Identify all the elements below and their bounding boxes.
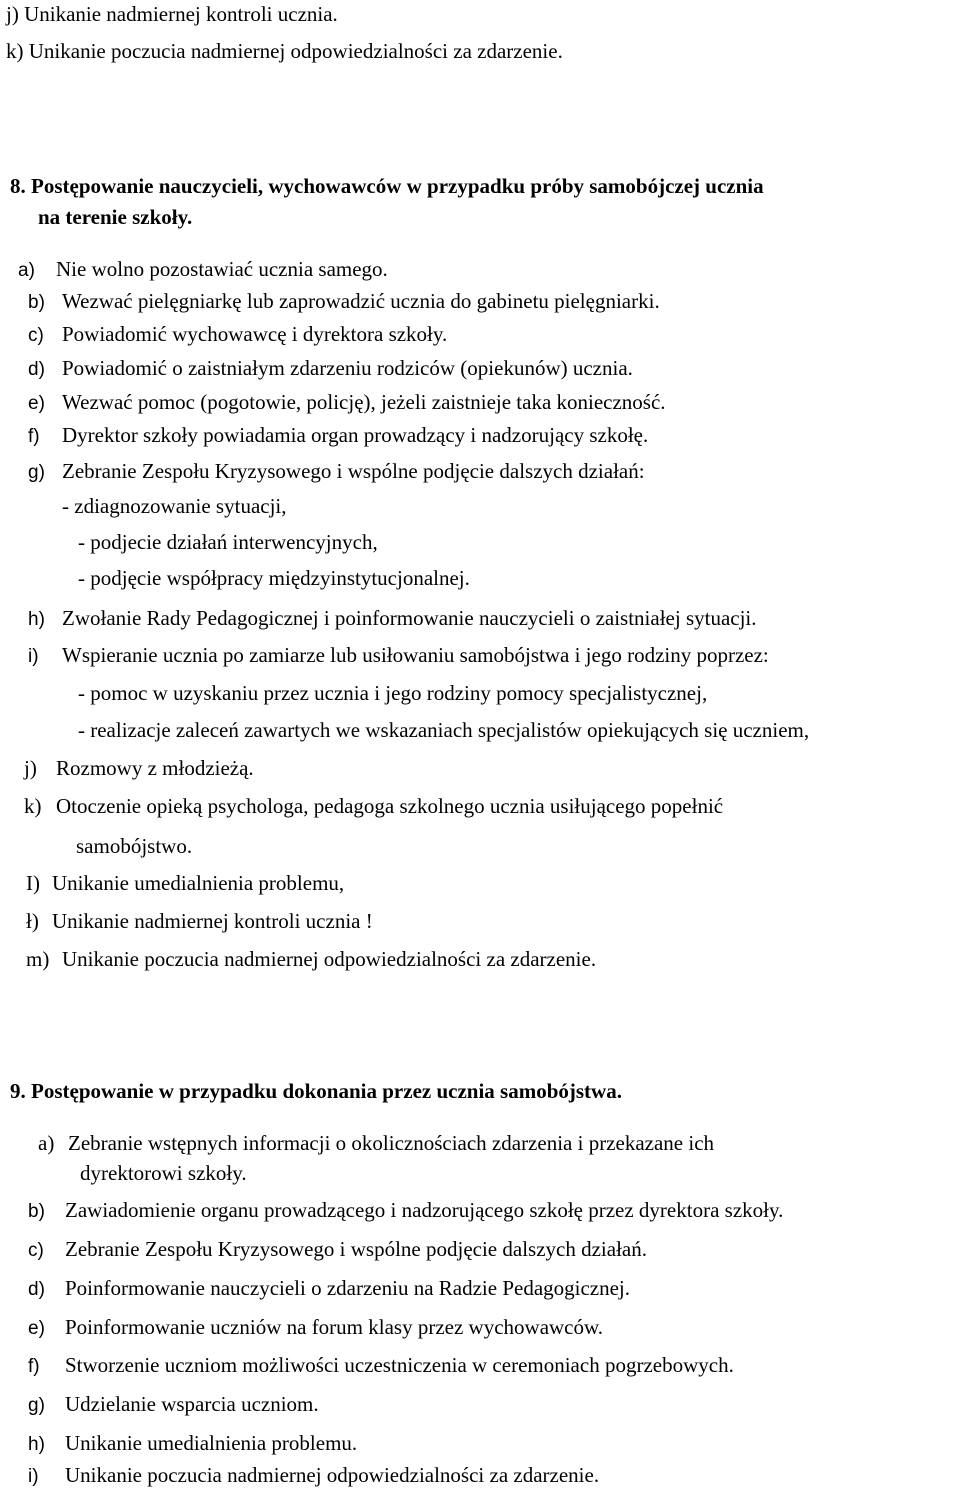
list-label: a): [18, 260, 35, 281]
section-title: Postępowanie w przypadku dokonania przez ucznia samobójstwa.: [31, 1079, 622, 1103]
list-text: Unikanie poczucia nadmiernej odpowiedzialności za zdarzenie.: [65, 1463, 600, 1487]
list-label: e): [28, 393, 45, 414]
list-item: [28, 608, 757, 629]
list-item-cont: [80, 1163, 247, 1184]
section-number: 9.: [10, 1079, 26, 1103]
list-item: [26, 911, 373, 932]
list-text: Otoczenie opieką psychologa, pedagoga szkolnego ucznia usiłującego popełnić: [56, 794, 724, 818]
list-text: Poinformowanie nauczycieli o zdarzeniu na Radzie Pedagogicznej.: [65, 1276, 631, 1300]
list-text: Wspieranie ucznia po zamiarze lub usiłowaniu samobójstwa i jego rodziny poprzez:: [62, 643, 769, 667]
list-item: [18, 259, 388, 280]
list-label: f): [28, 1356, 40, 1377]
list-text: Udzielanie wsparcia uczniom.: [65, 1392, 319, 1416]
list-item: [24, 796, 723, 817]
list-item: [28, 1239, 647, 1260]
list-label: k): [6, 39, 24, 63]
list-text: Unikanie nadmiernej kontroli ucznia.: [24, 2, 338, 26]
section-heading: [10, 176, 764, 197]
list-item: [28, 461, 645, 482]
sub-item-text: - zdiagnozowanie sytuacji,: [62, 494, 287, 518]
list-item: [28, 291, 660, 312]
list-label: d): [28, 359, 45, 380]
list-item: [6, 41, 563, 62]
list-text: Unikanie nadmiernej kontroli ucznia !: [52, 909, 373, 933]
list-label: c): [28, 1240, 44, 1261]
list-item: [28, 1465, 599, 1486]
list-text: Wezwać pielęgniarkę lub zaprowadzić ucznia do gabinetu pielęgniarki.: [62, 289, 660, 313]
list-label: h): [28, 1434, 45, 1455]
sub-item: [78, 683, 707, 704]
list-text: Unikanie umedialnienia problemu,: [52, 871, 345, 895]
list-item: [28, 1278, 630, 1299]
list-text: Nie wolno pozostawiać ucznia samego.: [56, 257, 388, 281]
sub-item-text: - realizacje zaleceń zawartych we wskazaniach specjalistów opiekujących się uczniem,: [78, 718, 810, 742]
list-item: [28, 1200, 783, 1221]
sub-item-text: - podjecie działań interwencyjnych,: [78, 530, 378, 554]
list-text: Rozmowy z młodzieżą.: [56, 756, 254, 780]
list-item: [38, 1133, 714, 1154]
list-item: [26, 873, 344, 894]
list-label: b): [28, 292, 45, 313]
sub-item: [62, 496, 287, 517]
list-item: [24, 758, 254, 779]
list-text: Dyrektor szkoły powiadamia organ prowadzący i nadzorujący szkołę.: [62, 423, 649, 447]
list-text: Unikanie umedialnienia problemu.: [65, 1431, 358, 1455]
list-item: [28, 645, 769, 666]
list-label: m): [26, 947, 50, 971]
list-item: [28, 1317, 603, 1338]
list-label: d): [28, 1279, 45, 1300]
list-text: Poinformowanie uczniów na forum klasy przez wychowawców.: [65, 1315, 604, 1339]
list-label: c): [28, 325, 44, 346]
list-text: Zawiadomienie organu prowadzącego i nadzorującego szkołę przez dyrektora szkoły.: [65, 1198, 784, 1222]
list-text: Zebranie Zespołu Kryzysowego i wspólne podjęcie dalszych działań.: [65, 1237, 647, 1261]
list-item: [28, 425, 648, 446]
list-item: [28, 1355, 734, 1376]
section-title-cont: na terenie szkoły.: [38, 205, 193, 229]
list-item: [28, 1433, 357, 1454]
list-text: Zebranie wstępnych informacji o okolicznościach zdarzenia i przekazane ich: [68, 1131, 715, 1155]
list-text: Powiadomić wychowawcę i dyrektora szkoły.: [62, 322, 448, 346]
list-text: Zwołanie Rady Pedagogicznej i poinformowanie nauczycieli o zaistniałej sytuacji.: [62, 606, 757, 630]
list-label: i): [28, 646, 39, 667]
list-item: [28, 324, 447, 345]
list-item-cont: [76, 836, 192, 857]
section-number: 8.: [10, 174, 26, 198]
list-item: [6, 4, 338, 25]
list-text-cont: dyrektorowi szkoły.: [80, 1161, 247, 1185]
list-label: j): [6, 2, 19, 26]
section-heading: [10, 1081, 622, 1102]
list-label: a): [38, 1131, 55, 1155]
list-label: e): [28, 1318, 45, 1339]
list-label: h): [28, 609, 45, 630]
sub-item-text: - pomoc w uzyskaniu przez ucznia i jego rodziny pomocy specjalistycznej,: [78, 681, 708, 705]
list-item: [28, 1394, 319, 1415]
list-text: Unikanie poczucia nadmiernej odpowiedzialności za zdarzenie.: [62, 947, 597, 971]
list-label: b): [28, 1201, 45, 1222]
list-label: j): [24, 756, 37, 780]
section-title: Postępowanie nauczycieli, wychowawców w przypadku próby samobójczej ucznia: [31, 174, 764, 198]
list-label: i): [28, 1466, 39, 1487]
list-item: [28, 392, 666, 413]
list-label: f): [28, 426, 40, 447]
sub-item-text: - podjęcie współpracy międzyinstytucjonalnej.: [78, 566, 470, 590]
list-text: Stworzenie uczniom możliwości uczestniczenia w ceremoniach pogrzebowych.: [65, 1353, 734, 1377]
list-text-cont: samobójstwo.: [76, 834, 193, 858]
list-text: Wezwać pomoc (pogotowie, policję), jeżeli zaistnieje taka konieczność.: [62, 390, 666, 414]
list-label: k): [24, 794, 42, 818]
sub-item: [78, 532, 378, 553]
list-item: [28, 358, 633, 379]
list-label: I): [26, 871, 40, 895]
list-label: ł): [26, 909, 39, 933]
list-text: Zebranie Zespołu Kryzysowego i wspólne podjęcie dalszych działań:: [62, 459, 645, 483]
list-text: Unikanie poczucia nadmiernej odpowiedzialności za zdarzenie.: [28, 39, 563, 63]
sub-item: [78, 720, 809, 741]
sub-item: [78, 568, 470, 589]
section-heading-cont: [38, 207, 192, 228]
list-label: g): [28, 462, 45, 483]
list-item: [26, 949, 596, 970]
list-label: g): [28, 1395, 45, 1416]
list-text: Powiadomić o zaistniałym zdarzeniu rodziców (opiekunów) ucznia.: [62, 356, 633, 380]
